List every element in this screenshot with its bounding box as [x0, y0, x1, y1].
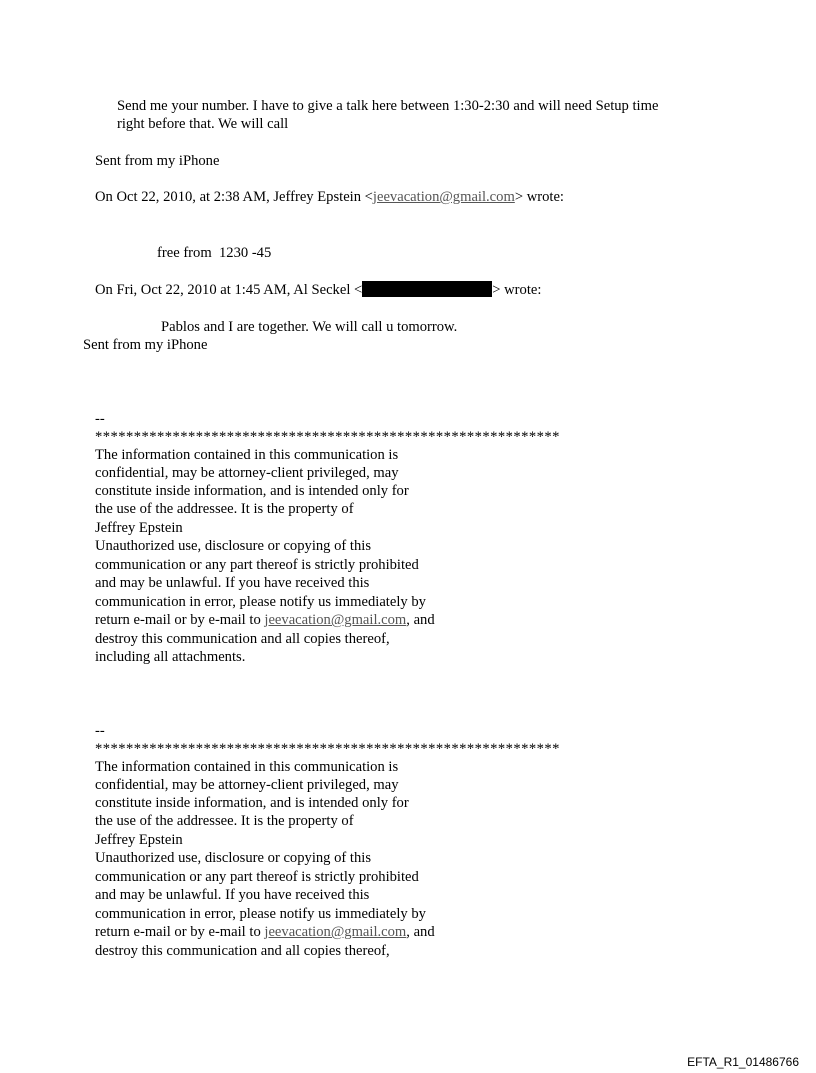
- signature-stars: ************************************************************: [95, 741, 560, 757]
- quote-body-epstein: free from 1230 -45: [157, 245, 272, 261]
- quote-header-suffix: > wrote:: [492, 282, 542, 298]
- disclaimer-line: destroy this communication and all copies thereof,: [95, 631, 390, 647]
- quote-body-seckel: Pablos and I are together. We will call u tomorrow.: [161, 319, 458, 335]
- email-link[interactable]: jeevacation@gmail.com: [372, 189, 515, 205]
- quote-header-epstein: [95, 188, 564, 207]
- disclaimer-line: Unauthorized use, disclosure or copying of this: [95, 850, 372, 866]
- email-link[interactable]: jeevacation@gmail.com: [264, 924, 407, 940]
- sent-from-iphone-2: Sent from my iPhone: [83, 337, 208, 353]
- email-link[interactable]: jeevacation@gmail.com: [264, 612, 407, 628]
- disclaimer-email-suffix: , and: [406, 924, 435, 940]
- disclaimer-email-prefix: return e-mail or by e-mail to: [95, 612, 265, 628]
- disclaimer-email-line: [95, 923, 435, 942]
- quote-header-seckel: [95, 281, 541, 300]
- disclaimer-line: including all attachments.: [95, 649, 246, 665]
- disclaimer-line: The information contained in this communication is: [95, 759, 399, 775]
- disclaimer-line: confidential, may be attorney-client privileged, may: [95, 465, 399, 481]
- disclaimer-line: communication or any part thereof is strictly prohibited: [95, 869, 419, 885]
- disclaimer-line: communication or any part thereof is strictly prohibited: [95, 557, 419, 573]
- disclaimer-line: constitute inside information, and is intended only for: [95, 795, 409, 811]
- quote-header-suffix: > wrote:: [514, 189, 564, 205]
- disclaimer-email-suffix: , and: [406, 612, 435, 628]
- quote-header-prefix: On Oct 22, 2010, at 2:38 AM, Jeffrey Epstein <: [95, 189, 373, 205]
- disclaimer-line: Unauthorized use, disclosure or copying of this: [95, 538, 372, 554]
- reply-line-1: Send me your number. I have to give a talk here between 1:30-2:30 and will need Setup time: [117, 98, 659, 114]
- disclaimer-line: the use of the addressee. It is the property of: [95, 813, 354, 829]
- signature-dashes: --: [95, 723, 105, 739]
- disclaimer-line: Jeffrey Epstein: [95, 832, 183, 848]
- quote-header-prefix: On Fri, Oct 22, 2010 at 1:45 AM, Al Seckel <: [95, 282, 363, 298]
- redaction-box: [362, 281, 492, 297]
- document-id: EFTA_R1_01486766: [687, 1055, 799, 1069]
- disclaimer-line: confidential, may be attorney-client privileged, may: [95, 777, 399, 793]
- signature-stars: ************************************************************: [95, 429, 560, 445]
- disclaimer-line: Jeffrey Epstein: [95, 520, 183, 536]
- disclaimer-line: destroy this communication and all copies thereof,: [95, 943, 390, 959]
- disclaimer-line: and may be unlawful. If you have received this: [95, 575, 370, 591]
- reply-line-2: right before that. We will call: [117, 116, 289, 132]
- disclaimer-email-prefix: return e-mail or by e-mail to: [95, 924, 265, 940]
- disclaimer-email-line: [95, 611, 435, 630]
- disclaimer-line: the use of the addressee. It is the property of: [95, 501, 354, 517]
- signature-dashes: --: [95, 411, 105, 427]
- disclaimer-line: and may be unlawful. If you have received this: [95, 887, 370, 903]
- disclaimer-line: communication in error, please notify us immediately by: [95, 906, 426, 922]
- disclaimer-line: The information contained in this communication is: [95, 447, 399, 463]
- sent-from-iphone-1: Sent from my iPhone: [95, 153, 220, 169]
- disclaimer-line: communication in error, please notify us immediately by: [95, 594, 426, 610]
- disclaimer-line: constitute inside information, and is intended only for: [95, 483, 409, 499]
